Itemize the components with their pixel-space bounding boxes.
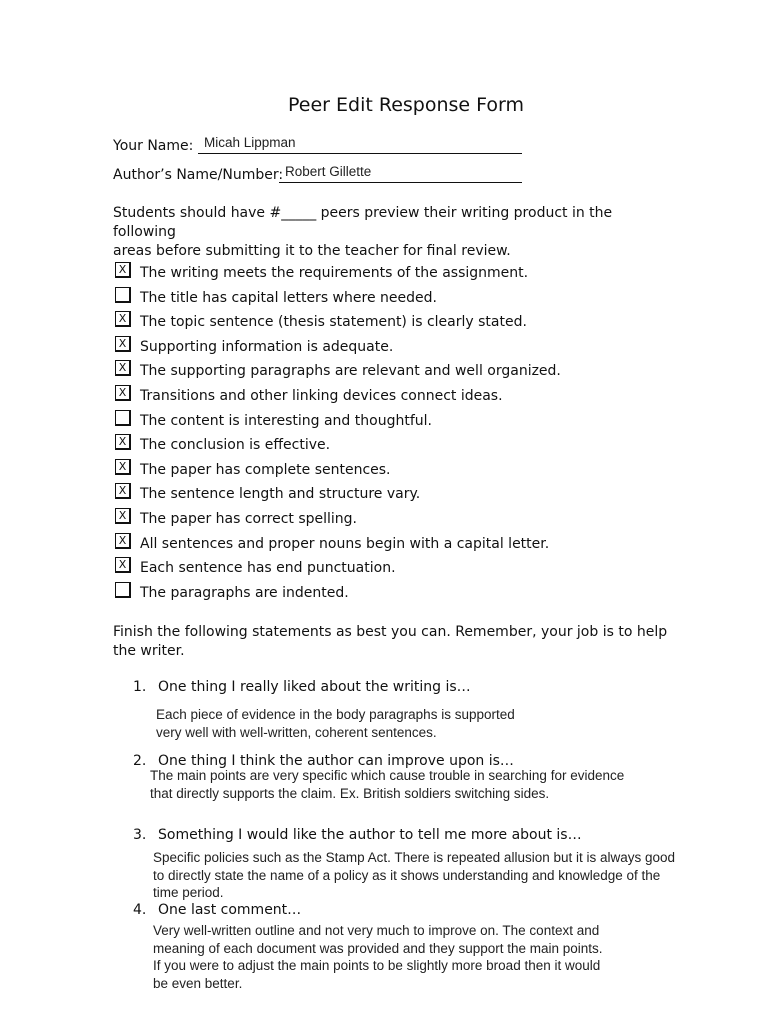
checklist-item-label: The content is interesting and thoughtful. [140, 412, 432, 429]
author-name-field[interactable] [279, 162, 522, 183]
checklist-item-label: The conclusion is effective. [140, 437, 331, 454]
question-4 [133, 902, 301, 918]
author-name-row [113, 161, 523, 183]
answer-1[interactable] [156, 706, 515, 741]
checkbox[interactable]: X [115, 360, 131, 376]
question-number: 1. [133, 679, 147, 695]
statement-instructions [113, 623, 673, 661]
answer-line: Very well-written outline and not very much to improve on. The context and [153, 923, 600, 938]
checklist-item-label: Each sentence has end punctuation. [140, 560, 396, 577]
checkbox[interactable]: X [115, 311, 131, 327]
checklist-item-label: The writing meets the requirements of the assignment. [140, 265, 529, 281]
checkbox[interactable]: X [115, 434, 131, 450]
answer-line: If you were to adjust the main points to be slightly more broad then it would [153, 958, 601, 973]
answer-line: Specific policies such as the Stamp Act. There is repeated allusion but it is always good [153, 850, 676, 865]
question-number: 3. [133, 827, 147, 843]
checkbox[interactable]: X [115, 533, 131, 549]
checklist-item-label: The supporting paragraphs are relevant and well organized. [140, 363, 561, 380]
answer-line: very well with well-written, coherent sentences. [156, 724, 437, 740]
checkbox[interactable]: X [115, 557, 131, 573]
answer-2[interactable] [150, 767, 624, 802]
answer-line: to directly state the name of a policy as it shows understanding and knowledge of the [153, 867, 661, 883]
checklist-item-label: The sentence length and structure vary. [140, 486, 421, 503]
your-name-field[interactable] [198, 133, 522, 154]
checkbox[interactable]: X [115, 385, 131, 401]
checklist-item-label: Transitions and other linking devices connect ideas. [140, 387, 503, 404]
checklist-item-label: The paper has correct spelling. [140, 510, 357, 527]
question-1 [133, 679, 471, 695]
statement-instructions-line: the writer. [113, 643, 185, 659]
checkbox[interactable] [115, 410, 131, 426]
instructions-line: areas before submitting it to the teacher for final review. [113, 243, 511, 259]
author-name-value: Robert Gillette [285, 164, 372, 179]
checkbox[interactable] [115, 287, 131, 303]
question-3 [133, 827, 582, 843]
answer-line: be even better. [153, 975, 243, 991]
answer-3[interactable] [153, 849, 675, 902]
checklist-item-label: The title has capital letters where needed. [140, 289, 437, 306]
answer-line: The main points are very specific which cause trouble in searching for evidence [150, 768, 625, 783]
question-prompt: Something I would like the author to tell me more about is… [158, 827, 582, 843]
answer-4[interactable] [153, 922, 603, 992]
instructions [113, 204, 673, 261]
answer-line: that directly supports the claim. Ex. British soldiers switching sides. [150, 785, 550, 801]
checklist-item-label: The topic sentence (thesis statement) is clearly stated. [140, 314, 527, 331]
question-prompt: One last comment… [158, 902, 302, 918]
checkbox[interactable]: X [115, 336, 131, 352]
checkbox[interactable]: X [115, 459, 131, 475]
checkbox[interactable]: X [115, 483, 131, 499]
question-number: 4. [133, 902, 147, 918]
checklist-item-label: The paper has complete sentences. [140, 461, 391, 478]
checkbox[interactable]: X [115, 508, 131, 524]
your-name-value: Micah Lippman [204, 135, 296, 150]
your-name-row [113, 132, 523, 154]
checklist-item-label: All sentences and proper nouns begin with a capital letter. [140, 535, 550, 552]
instructions-line: Students should have #_____ peers preview their writing product in the following [113, 205, 613, 240]
page-title: Peer Edit Response Form [288, 94, 524, 116]
answer-line: meaning of each document was provided and they support the main points. [153, 940, 603, 956]
answer-line: Each piece of evidence in the body paragraphs is supported [156, 707, 515, 722]
checkbox[interactable]: X [115, 262, 131, 278]
your-name-label: Your Name: [113, 138, 194, 154]
question-number: 2. [133, 753, 147, 769]
question-prompt: One thing I think the author can improve upon is… [158, 753, 514, 769]
answer-line: time period. [153, 885, 224, 900]
question-prompt: One thing I really liked about the writing is… [158, 679, 471, 695]
statement-instructions-line: Finish the following statements as best you can. Remember, your job is to help [113, 624, 668, 640]
author-name-label: Author’s Name/Number: [113, 167, 284, 183]
checklist-item-label: The paragraphs are indented. [140, 584, 349, 601]
checkbox[interactable] [115, 582, 131, 598]
checklist-item-label: Supporting information is adequate. [140, 338, 394, 355]
